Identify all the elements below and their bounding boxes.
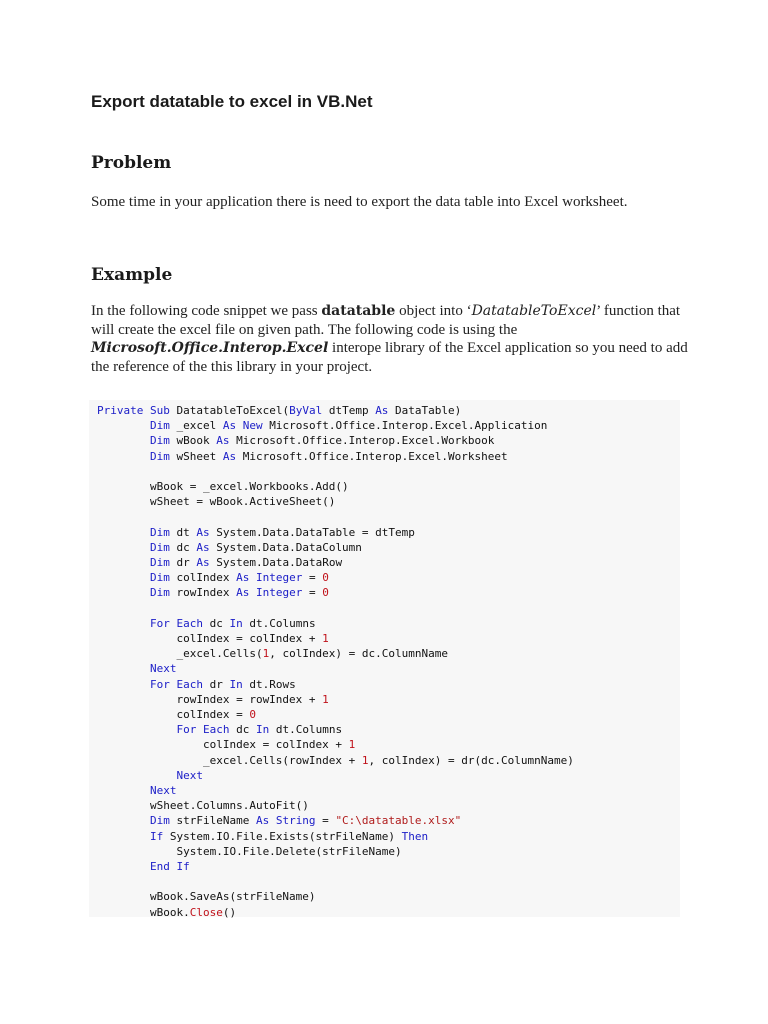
code-text: wBook.: [97, 905, 190, 919]
code-literal: 0: [322, 586, 329, 600]
code-line: [97, 737, 355, 752]
code-line: [97, 661, 176, 676]
code-keyword: Next: [149, 662, 177, 676]
code-text: wSheet: [169, 449, 223, 463]
code-text: System.Data.DataRow: [209, 556, 343, 569]
code-text: [97, 450, 150, 463]
code-line: [97, 692, 329, 707]
code-literal: Close: [189, 905, 223, 919]
code-text: wBook.SaveAs(strFileName): [97, 890, 316, 904]
code-line: [97, 753, 574, 768]
code-keyword: As New: [222, 419, 263, 433]
code-line: [97, 646, 448, 661]
code-text: dc: [202, 616, 230, 630]
code-keyword: Dim: [149, 556, 170, 569]
code-line: [97, 889, 316, 904]
code-line: [97, 707, 256, 722]
code-text: [97, 556, 150, 569]
code-text: wSheet.Columns.AutoFit(): [97, 799, 309, 813]
code-line: [97, 494, 335, 509]
code-text: =: [302, 586, 323, 600]
code-keyword: Dim: [149, 434, 170, 448]
code-keyword: As: [375, 404, 389, 417]
code-text: dr: [202, 677, 230, 691]
code-line: [97, 722, 342, 737]
code-text: colIndex: [169, 571, 237, 585]
code-keyword: If: [149, 829, 164, 843]
code-text: _excel.Cells(rowIndex +: [97, 753, 362, 767]
example-intro: [91, 302, 691, 376]
code-text: System.IO.File.Exists(strFileName): [163, 829, 402, 843]
code-text: rowIndex = rowIndex +: [97, 692, 323, 706]
code-keyword: As: [216, 434, 230, 448]
code-text: strFileName: [169, 814, 256, 828]
code-text: Microsoft.Office.Interop.Excel.Application: [262, 419, 548, 433]
code-literal: 1: [262, 647, 270, 661]
code-keyword: As: [196, 525, 210, 539]
code-keyword: For Each: [176, 723, 230, 737]
code-line: [97, 555, 342, 570]
code-text: dc: [169, 540, 197, 554]
example-intro-part-4: interope library of the Excel application so you need to add the reference of the this library in your project.: [91, 340, 688, 375]
code-text: dt.Rows: [242, 677, 296, 691]
code-text: dr: [169, 556, 197, 569]
code-line: [97, 813, 461, 828]
code-line: [97, 418, 547, 433]
code-line: [97, 616, 316, 631]
code-line: [97, 829, 428, 844]
code-block: [89, 400, 680, 917]
code-line: [97, 525, 415, 540]
code-line: [97, 859, 190, 874]
code-text: , colIndex) = dr(dc.ColumnName): [368, 753, 574, 767]
code-line: [97, 449, 508, 464]
code-line: [97, 540, 362, 555]
code-text: , colIndex) = dc.ColumnName: [269, 647, 449, 661]
code-text: [97, 784, 150, 797]
code-literal: 0: [249, 708, 256, 721]
code-keyword: Next: [176, 768, 203, 782]
code-line: [97, 783, 176, 798]
code-keyword: ByVal: [289, 404, 323, 417]
code-keyword: Then: [401, 829, 429, 843]
code-keyword: Next: [149, 784, 177, 797]
code-text: wBook = _excel.Workbooks.Add(): [97, 480, 349, 493]
code-keyword: Dim: [149, 814, 170, 828]
code-text: dtTemp: [322, 404, 376, 417]
code-text: [97, 723, 176, 736]
code-text: dt.Columns: [242, 616, 316, 630]
code-keyword: As String: [255, 814, 316, 828]
code-text: wSheet = wBook.ActiveSheet(): [97, 495, 336, 509]
code-keyword: Dim: [149, 419, 170, 433]
code-keyword: In: [229, 677, 243, 691]
code-line: [97, 403, 461, 418]
example-heading: Example: [91, 265, 173, 285]
datatable-term: datatable: [321, 303, 396, 319]
code-text: Microsoft.Office.Interop.Excel.Workbook: [229, 434, 495, 448]
code-keyword: As: [196, 540, 210, 554]
code-keyword: Dim: [149, 540, 170, 554]
code-text: Microsoft.Office.Interop.Excel.Worksheet: [236, 449, 508, 463]
code-line: [97, 905, 236, 920]
code-line: [97, 798, 309, 813]
code-text: [97, 586, 150, 599]
code-text: [97, 678, 150, 691]
code-keyword: For Each: [149, 616, 203, 630]
code-line: [97, 677, 296, 692]
code-keyword: In: [255, 723, 270, 737]
code-keyword: End If: [149, 860, 190, 873]
code-text: dt.Columns: [269, 723, 343, 737]
code-text: rowIndex: [169, 586, 237, 600]
code-text: DataTable): [388, 404, 462, 417]
code-line: [97, 570, 329, 585]
code-text: [97, 860, 150, 873]
code-text: _excel.Cells(: [97, 647, 263, 661]
problem-text: Some time in your application there is need to export the data table into Excel worksheet.: [91, 194, 628, 210]
example-intro-part-3: ’ function that will create the excel file on given path. The following code is using the: [91, 303, 681, 338]
code-text: DatatableToExcel(: [169, 404, 290, 417]
code-text: wBook: [169, 434, 217, 448]
code-text: dt: [169, 525, 197, 539]
code-keyword: Dim: [149, 586, 170, 600]
code-keyword: As Integer: [236, 571, 303, 585]
function-name: DatatableToExcel: [471, 303, 597, 319]
code-text: colIndex =: [97, 708, 250, 721]
code-text: =: [302, 571, 323, 585]
code-text: System.IO.File.Delete(strFileName): [97, 844, 402, 858]
code-text: dc: [229, 723, 256, 737]
code-line: [97, 433, 494, 448]
problem-heading: Problem: [91, 153, 172, 173]
code-keyword: Private Sub: [97, 404, 170, 417]
code-text: [97, 814, 150, 827]
code-text: [97, 419, 150, 432]
code-keyword: As: [196, 556, 210, 569]
code-line: [97, 479, 349, 494]
code-text: [97, 571, 150, 584]
code-text: System.Data.DataColumn: [209, 540, 362, 554]
code-text: colIndex = colIndex +: [97, 738, 349, 752]
code-text: (): [222, 905, 237, 919]
code-keyword: As: [222, 449, 237, 463]
code-line: [97, 585, 329, 600]
document-title: Export datatable to excel in VB.Net: [91, 92, 373, 111]
code-text: [97, 434, 150, 447]
code-text: [97, 662, 150, 675]
code-literal: "C:\datatable.xlsx": [335, 814, 462, 828]
library-name: Microsoft.Office.Interop.Excel: [91, 340, 329, 356]
code-text: [97, 617, 150, 630]
code-literal: 1: [361, 753, 369, 767]
code-literal: 0: [322, 571, 329, 585]
code-literal: 1: [322, 632, 329, 645]
code-line: [97, 768, 203, 783]
code-text: =: [315, 814, 336, 828]
code-keyword: Dim: [149, 571, 170, 585]
code-line: [97, 844, 402, 859]
example-intro-part-2: object into ‘: [395, 303, 472, 319]
code-keyword: Dim: [149, 449, 170, 463]
code-line: [97, 631, 329, 646]
code-text: colIndex = colIndex +: [97, 632, 323, 645]
code-text: [97, 526, 150, 539]
code-text: [97, 830, 150, 843]
example-intro-part-1: In the following code snippet we pass: [91, 303, 322, 319]
code-keyword: For Each: [149, 677, 203, 691]
code-keyword: As Integer: [236, 586, 303, 600]
code-text: System.Data.DataTable = dtTemp: [209, 525, 415, 539]
code-text: [97, 541, 150, 554]
code-literal: 1: [322, 692, 329, 706]
code-literal: 1: [348, 738, 356, 752]
code-text: _excel: [169, 419, 223, 433]
code-text: [97, 769, 176, 782]
code-keyword: Dim: [149, 525, 170, 539]
code-keyword: In: [229, 616, 243, 630]
